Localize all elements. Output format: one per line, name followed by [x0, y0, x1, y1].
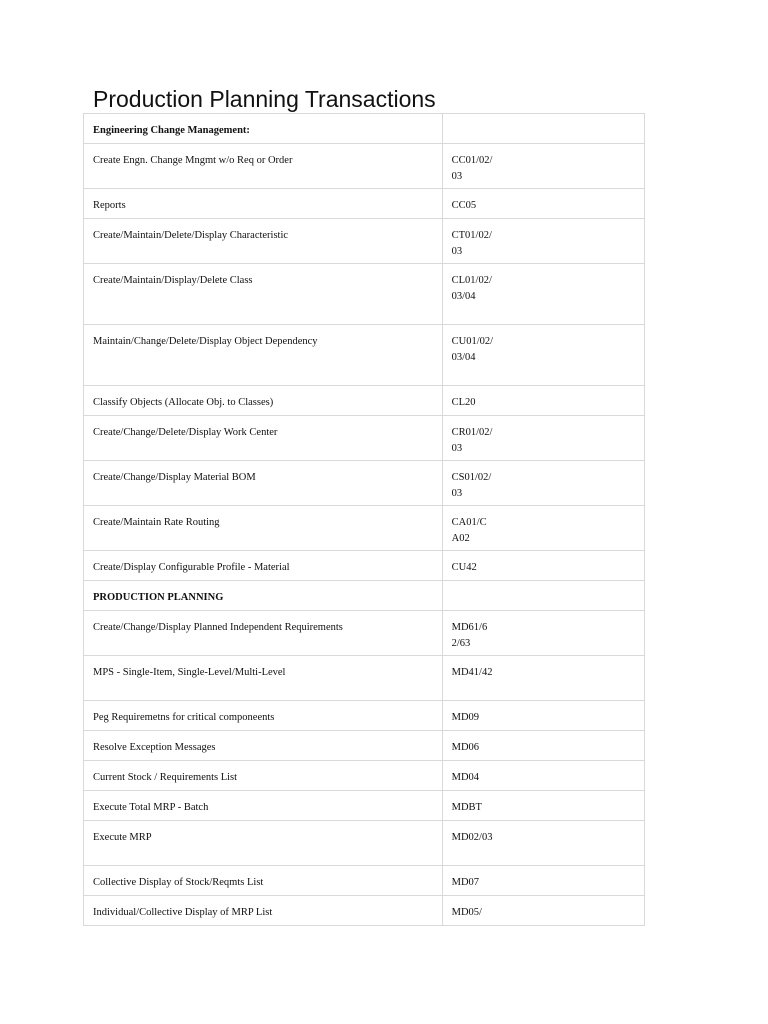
- transaction-code-cell: [442, 114, 644, 144]
- transaction-code: CS01/02/03: [451, 472, 492, 499]
- table-row: [84, 761, 645, 791]
- transaction-code-cell: [442, 325, 644, 386]
- transaction-description: MPS - Single-Item, Single-Level/Multi-Level: [84, 656, 443, 701]
- transaction-code: MD07: [451, 877, 480, 888]
- transaction-code: CA01/CA02: [451, 517, 487, 544]
- transaction-description: Create/Maintain/Display/Delete Class: [84, 264, 443, 325]
- transaction-code: CC05: [451, 200, 477, 211]
- table-row: [84, 701, 645, 731]
- transaction-description: Create/Change/Display Planned Independent Requirements: [84, 611, 443, 656]
- transaction-description: Maintain/Change/Delete/Display Object Dependency: [84, 325, 443, 386]
- transaction-description: Create/Change/Delete/Display Work Center: [84, 416, 443, 461]
- transaction-code-cell: [442, 416, 644, 461]
- transaction-description: Collective Display of Stock/Reqmts List: [84, 866, 443, 896]
- table-row: [84, 731, 645, 761]
- transaction-description: Create/Maintain Rate Routing: [84, 506, 443, 551]
- transaction-description: Current Stock / Requirements List: [84, 761, 443, 791]
- transaction-description: Create/Change/Display Material BOM: [84, 461, 443, 506]
- transaction-code: CT01/02/03: [451, 230, 492, 257]
- transaction-code-cell: [442, 896, 644, 926]
- transaction-code: CL01/02/03/04: [451, 275, 492, 302]
- transaction-code: CU01/02/03/04: [451, 336, 494, 363]
- table-row: [84, 264, 645, 325]
- transaction-code-cell: [442, 866, 644, 896]
- section-title: PRODUCTION PLANNING: [84, 581, 443, 611]
- section-title: Engineering Change Management:: [84, 114, 443, 144]
- table-row: [84, 821, 645, 866]
- transaction-code-cell: [442, 656, 644, 701]
- table-row: [84, 506, 645, 551]
- transaction-description: Reports: [84, 189, 443, 219]
- transaction-description: Peg Requiremetns for critical componeents: [84, 701, 443, 731]
- table-row: [84, 656, 645, 701]
- page-title: Production Planning Transactions: [93, 86, 436, 112]
- transaction-code-cell: [442, 144, 644, 189]
- section-header-row: [84, 114, 645, 144]
- transactions-table: [83, 113, 645, 926]
- transaction-code-cell: [442, 701, 644, 731]
- transaction-code-cell: [442, 581, 644, 611]
- transaction-code-cell: [442, 791, 644, 821]
- transaction-code-cell: [442, 461, 644, 506]
- transaction-description: Execute Total MRP - Batch: [84, 791, 443, 821]
- transaction-description: Execute MRP: [84, 821, 443, 866]
- transaction-description: Classify Objects (Allocate Obj. to Classes): [84, 386, 443, 416]
- table-row: [84, 611, 645, 656]
- transaction-code: MD04: [451, 772, 480, 783]
- transaction-code-cell: [442, 821, 644, 866]
- transaction-code: CC01/02/03: [451, 155, 493, 182]
- transaction-code: MDBT: [451, 802, 482, 813]
- transaction-code: MD02/03: [451, 832, 493, 843]
- transaction-code: MD06: [451, 742, 480, 753]
- transaction-description: Resolve Exception Messages: [84, 731, 443, 761]
- table-row: [84, 896, 645, 926]
- transaction-code: MD05/: [451, 907, 482, 918]
- transaction-code-cell: [442, 611, 644, 656]
- transaction-code: CU42: [451, 562, 477, 573]
- transaction-code: MD61/62/63: [451, 622, 488, 649]
- transaction-code-cell: [442, 189, 644, 219]
- transaction-description: Create Engn. Change Mngmt w/o Req or Order: [84, 144, 443, 189]
- section-header-row: [84, 581, 645, 611]
- table-row: [84, 144, 645, 189]
- table-row: [84, 386, 645, 416]
- transactions-table-body: [84, 114, 645, 926]
- table-row: [84, 791, 645, 821]
- transaction-code-cell: [442, 219, 644, 264]
- table-row: [84, 551, 645, 581]
- transaction-code: CR01/02/03: [451, 427, 493, 454]
- transaction-code-cell: [442, 264, 644, 325]
- transaction-code: CL20: [451, 397, 476, 408]
- transaction-code: MD41/42: [451, 667, 493, 678]
- transaction-code-cell: [442, 386, 644, 416]
- table-row: [84, 189, 645, 219]
- table-row: [84, 416, 645, 461]
- transaction-code-cell: [442, 761, 644, 791]
- table-row: [84, 219, 645, 264]
- transaction-code: MD09: [451, 712, 480, 723]
- transaction-code-cell: [442, 506, 644, 551]
- table-row: [84, 325, 645, 386]
- table-row: [84, 461, 645, 506]
- table-row: [84, 866, 645, 896]
- transaction-description: Create/Maintain/Delete/Display Characteristic: [84, 219, 443, 264]
- transaction-description: Individual/Collective Display of MRP List: [84, 896, 443, 926]
- transaction-code-cell: [442, 731, 644, 761]
- transaction-description: Create/Display Configurable Profile - Material: [84, 551, 443, 581]
- transaction-code-cell: [442, 551, 644, 581]
